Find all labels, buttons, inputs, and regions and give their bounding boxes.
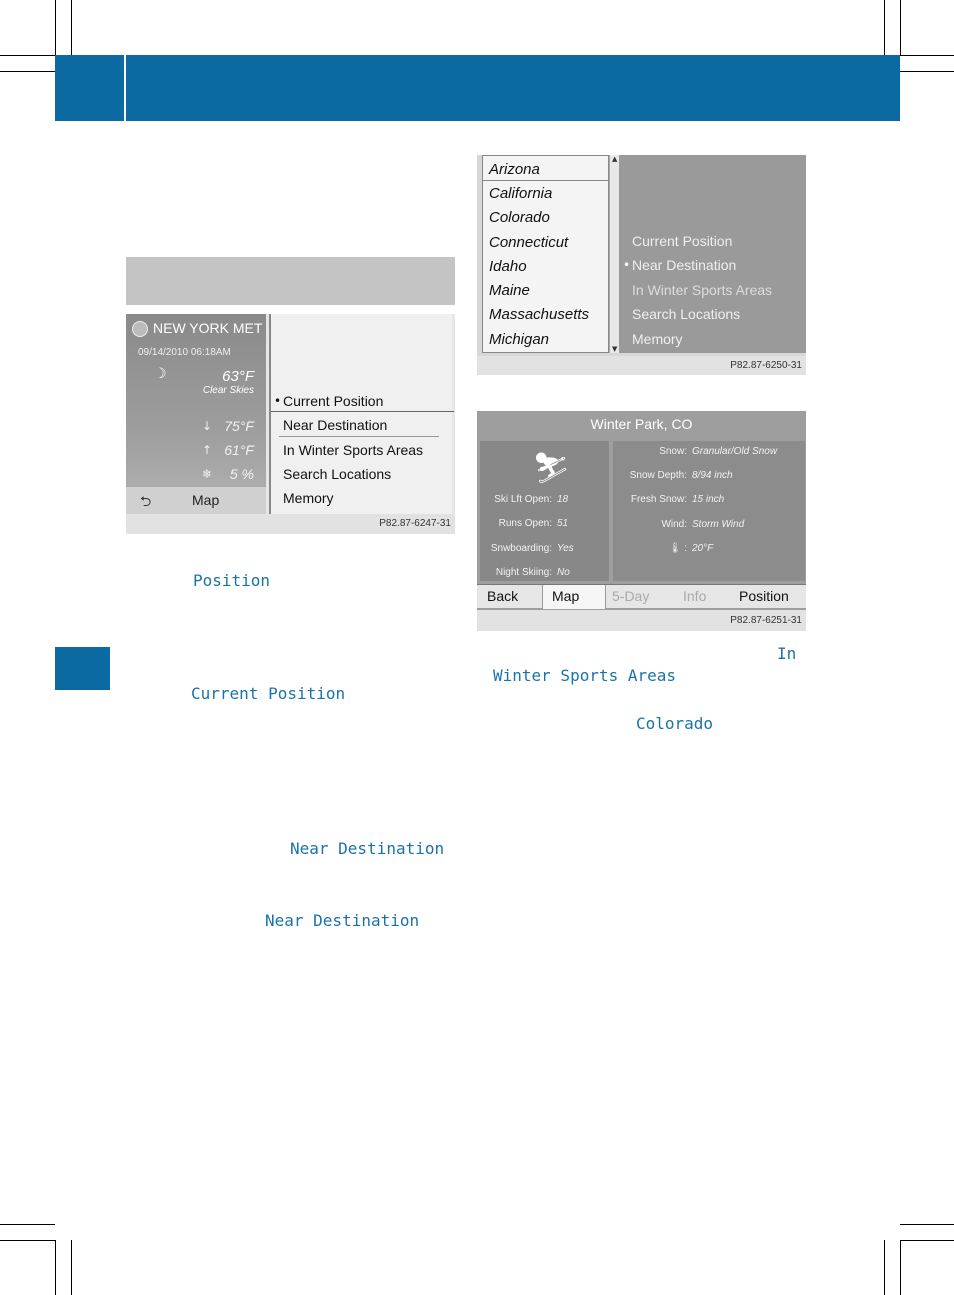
stat-label: 🌡 : [668, 543, 687, 554]
section-heading-band [126, 257, 455, 305]
temperature-high: 75°F [224, 418, 254, 434]
stat-value: 8/94 inch [692, 470, 733, 481]
list-item[interactable]: Maine [489, 282, 530, 299]
list-item[interactable]: Connecticut [489, 234, 569, 251]
list-item[interactable]: Michigan [489, 331, 550, 348]
screenshot-ski-report [477, 411, 806, 631]
tab-map[interactable]: Map [552, 588, 580, 604]
stat-label: Snow: [659, 446, 687, 457]
stat-label: Snwboarding: [490, 543, 552, 554]
stat-label: Ski Lft Open: [494, 494, 552, 505]
crop-mark [900, 0, 901, 55]
snow-stats-panel [613, 441, 805, 581]
text-near-destination: Near Destination [265, 911, 420, 930]
menu-item-near-destination[interactable]: Near Destination [283, 417, 388, 433]
stat-value: 18 [557, 494, 569, 505]
stat-label: Night Skiing: [495, 567, 552, 578]
scroll-up-icon[interactable]: ▲ [612, 155, 618, 163]
weather-city-title: NEW YORK MET [153, 320, 263, 336]
crop-mark [884, 0, 885, 55]
crop-mark [900, 1224, 954, 1225]
stat-label: Snow Depth: [629, 470, 687, 481]
figure-code-bar [477, 610, 806, 631]
stat-value: 15 inch [692, 494, 725, 505]
arrow-down-icon: ↓ [202, 419, 213, 433]
list-item[interactable]: California [489, 185, 553, 202]
screenshot-weather-menu [126, 314, 455, 534]
figure-code-bar [477, 356, 806, 375]
crop-mark [55, 1240, 56, 1295]
list-separator [483, 180, 608, 181]
stat-label: Runs Open: [498, 518, 552, 529]
crop-mark [884, 1240, 885, 1295]
temperature-low: 61°F [224, 442, 254, 458]
crop-mark [0, 71, 55, 72]
list-item[interactable]: Massachusetts [489, 306, 590, 323]
side-tab [55, 647, 110, 690]
map-button[interactable]: Map [192, 492, 220, 508]
tab-position[interactable]: Position [739, 588, 789, 604]
stat-value: 20°F [692, 543, 714, 554]
figure-code-bar [126, 514, 455, 534]
list-item[interactable]: Idaho [489, 258, 527, 275]
text-current-position: Current Position [191, 684, 346, 703]
crop-mark [71, 0, 72, 55]
menu-item-memory[interactable]: Memory [632, 331, 683, 347]
stat-value: No [557, 567, 570, 578]
selected-bullet: • [274, 394, 282, 408]
crop-mark [0, 1240, 55, 1241]
weather-panel [126, 314, 266, 514]
precipitation: 5 % [229, 466, 254, 482]
header-bar [55, 55, 900, 121]
stat-value: Granular/Old Snow [692, 446, 778, 457]
stat-value: 51 [557, 518, 569, 529]
stat-label: Wind: [661, 519, 687, 530]
figure-code: P82.87-6251-31 [730, 615, 802, 626]
arrow-up-icon: ↑ [202, 443, 213, 457]
crop-mark [900, 71, 954, 72]
back-icon[interactable]: ⮌ [140, 494, 152, 510]
state-list [482, 155, 609, 353]
crop-mark [55, 0, 56, 55]
ski-stats-panel [480, 441, 609, 581]
position-menu [619, 155, 806, 353]
selected-bullet: • [623, 258, 631, 272]
header-divider [124, 55, 126, 121]
crop-mark [0, 55, 55, 56]
crop-mark [71, 1240, 72, 1295]
menu-item-current-position[interactable]: Current Position [632, 233, 733, 249]
resort-title: Winter Park, CO [590, 416, 693, 432]
text-colorado: Colorado [636, 714, 714, 733]
menu-item-winter-sports[interactable]: In Winter Sports Areas [283, 442, 424, 458]
text-position: Position [193, 571, 271, 590]
menu-item-search-locations[interactable]: Search Locations [283, 466, 392, 482]
crop-mark [900, 55, 954, 56]
crop-mark [900, 1240, 901, 1295]
scroll-down-icon[interactable]: ▼ [612, 345, 618, 353]
snow-icon: ❄ [202, 467, 213, 481]
weather-datetime: 09/14/2010 06:18AM [138, 347, 231, 358]
current-temperature: 63°F [222, 368, 254, 385]
stat-label: Fresh Snow: [630, 494, 687, 505]
crop-mark [0, 1224, 55, 1225]
tab-5-day[interactable]: 5-Day [612, 588, 650, 604]
stat-value: Storm Wind [692, 519, 745, 530]
figure-code: P82.87-6247-31 [379, 518, 451, 529]
moon-icon: ☽ [154, 366, 167, 382]
figure-code: P82.87-6250-31 [730, 360, 802, 371]
skier-icon: ⛷ [532, 451, 571, 486]
weather-bottom-bar [126, 486, 266, 514]
text-near-destination: Near Destination [290, 839, 445, 858]
ski-report-tabs [477, 584, 806, 608]
menu-selection-line [271, 411, 454, 412]
menu-item-search-locations[interactable]: Search Locations [632, 306, 741, 322]
menu-item-winter-sports[interactable]: In Winter Sports Areas [632, 282, 773, 298]
menu-item-near-destination[interactable]: Near Destination [632, 257, 737, 273]
menu-selection-line [279, 436, 439, 437]
tab-back[interactable]: Back [487, 588, 519, 604]
menu-item-memory[interactable]: Memory [283, 490, 334, 506]
crop-mark [900, 1240, 954, 1241]
scrollbar[interactable] [609, 155, 619, 353]
text-winter-sports-areas: Winter Sports Areas [493, 666, 677, 685]
text-in: In [777, 644, 797, 663]
list-item[interactable]: Colorado [489, 209, 550, 226]
weather-condition: Clear Skies [202, 385, 254, 396]
menu-item-current-position[interactable]: Current Position [283, 393, 384, 409]
list-item[interactable]: Arizona [489, 161, 540, 178]
stat-value: Yes [557, 543, 574, 554]
tab-info[interactable]: Info [683, 588, 707, 604]
screenshot-state-list [477, 155, 806, 375]
position-menu [269, 314, 452, 514]
